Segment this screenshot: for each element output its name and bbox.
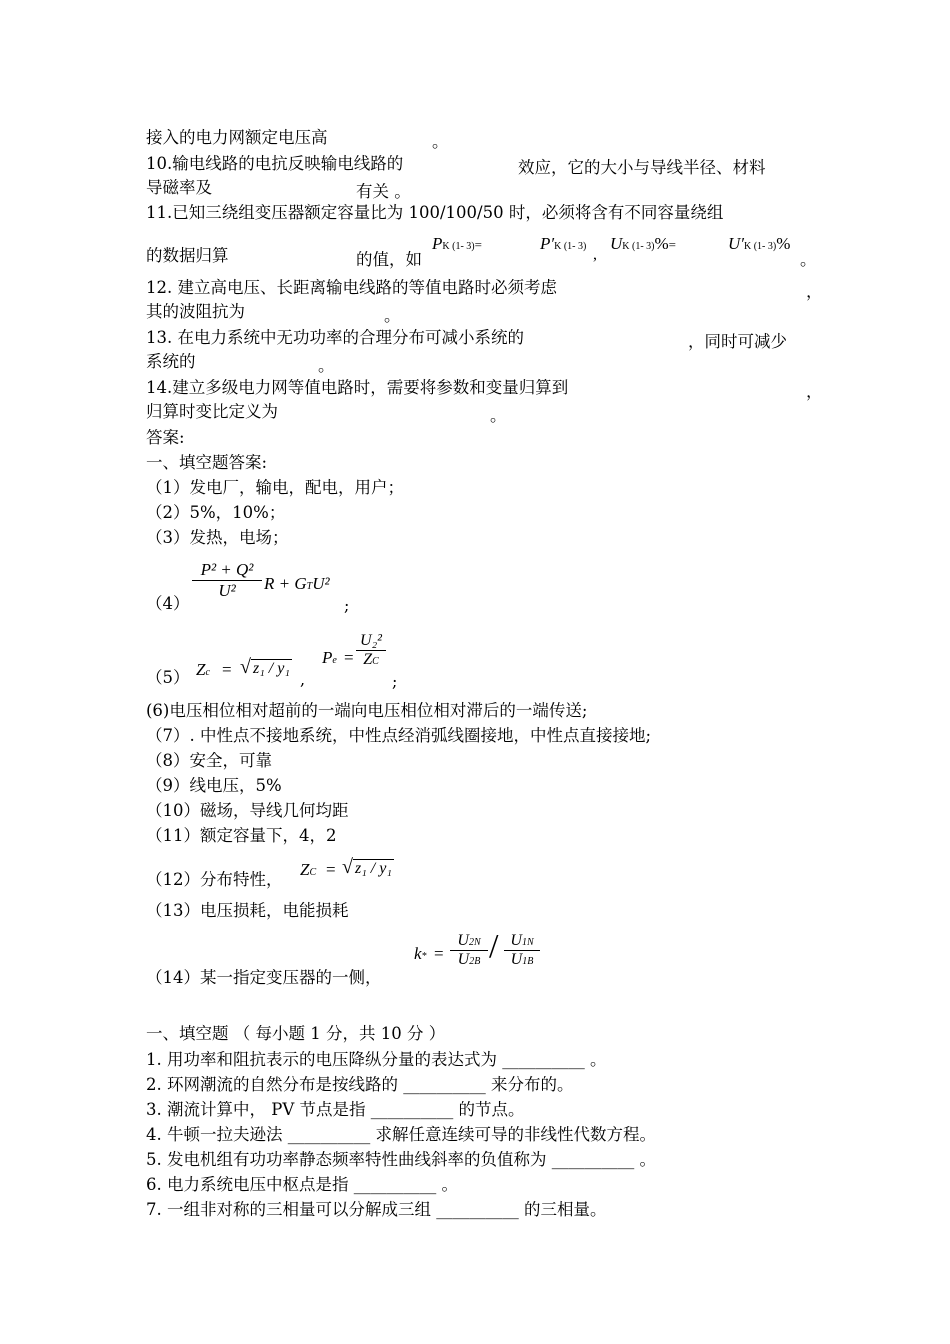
q13-end: 。 (318, 356, 335, 375)
fill-item-4: 4. 牛顿一拉夫逊法 __________ 求解任意连续可导的非线性代数方程。 (146, 1125, 656, 1144)
answers-section: 一、填空题答案: (146, 453, 268, 472)
answer-3: （3）发热，电场； (146, 528, 289, 547)
answer-7: （7）. 中性点不接地系统，中性点经消弧线圈接地，中性点直接接地; (146, 726, 652, 745)
q14-line1: 14.建立多级电力网等值电路时，需要将参数和变量归算到 (146, 378, 569, 397)
q14-comma: ， (806, 382, 823, 401)
answer-14-fraction-2: U1N U1B (504, 932, 540, 969)
answer-12-eq: = (326, 860, 336, 879)
q10-line2b: 有关 。 (356, 182, 411, 201)
q12-line2: 其的波阻抗为 (146, 302, 245, 321)
section-heading: 一、填空题 （ 每小题 1 分，共 10 分 ） (146, 1024, 446, 1043)
answer-4-fraction: P² + Q² U² (192, 560, 262, 601)
q11-line2b: 的值，如 (356, 250, 422, 269)
answer-5-pe: Pe (322, 648, 337, 667)
answer-5-fraction: U₂² ZC (356, 632, 386, 669)
answer-14-k: k* (414, 944, 427, 963)
answer-2: （2）5%，10%； (146, 503, 286, 522)
fill-item-2: 2. 环网潮流的自然分布是按线路的 __________ 来分布的。 (146, 1075, 574, 1094)
q9-tail: 接入的电力网额定电压高 (146, 128, 328, 147)
fill-item-3: 3. 潮流计算中， PV 节点是指 __________ 的节点。 (146, 1100, 525, 1119)
answer-14-slash: / (489, 928, 499, 965)
fill-item-5: 5. 发电机组有功功率静态频率特性曲线斜率的负值称为 __________ 。 (146, 1150, 656, 1169)
q12-comma: ， (806, 282, 823, 301)
answer-4-label: （4） (146, 594, 190, 613)
answer-5-zc: Zc (196, 660, 210, 679)
q13-line1b: ，同时可减少 (688, 332, 787, 351)
answer-10: （10）磁场，导线几何均距 (146, 801, 349, 820)
answer-12-zc: ZC (300, 860, 317, 879)
answer-4-rest: R + GTU² (264, 574, 330, 593)
answer-11: （11）额定容量下，4，2 (146, 826, 337, 845)
answer-12-label: （12）分布特性， (146, 870, 283, 889)
answer-6: (6)电压相位相对超前的一端向电压相位相对滞后的一端传送; (146, 701, 588, 720)
q11-p: PK (1- 3)= (432, 234, 482, 253)
q10-line1b: 效应，它的大小与导线半径、材料 (518, 158, 766, 177)
answers-heading: 答案: (146, 428, 185, 447)
q11-line2: 的数据归算 (146, 246, 229, 265)
q10-line1: 10.输电线路的电抗反映输电线路的 (146, 154, 404, 173)
answer-5-label: （5） (146, 668, 190, 687)
answer-5-eq: = (222, 660, 232, 679)
answer-5-comma: , (300, 670, 306, 689)
answer-14-label: （14）某一指定变压器的一侧， (146, 968, 382, 987)
answer-5-sqrt: √ z₁ / y₁ (240, 656, 290, 678)
answer-14-eq: = (434, 944, 444, 963)
q10-line2: 导磁率及 (146, 178, 212, 197)
answer-8: （8）安全，可靠 (146, 751, 272, 770)
q9-end: 。 (432, 132, 449, 151)
q13-line1: 13. 在电力系统中无功功率的合理分布可减小系统的 (146, 328, 524, 347)
answer-5-eq2: = (344, 648, 354, 667)
answer-14-fraction-1: U2N U2B (450, 932, 488, 969)
q13-line2: 系统的 (146, 352, 196, 371)
answer-1: （1）发电厂，输电，配电，用户； (146, 478, 404, 497)
answer-4-end: ; (344, 596, 350, 615)
fill-item-6: 6. 电力系统电压中枢点是指 __________ 。 (146, 1175, 458, 1194)
q12-end: 。 (384, 306, 401, 325)
fill-item-7: 7. 一组非对称的三相量可以分解成三组 __________ 的三相量。 (146, 1200, 607, 1219)
q11-comma: , (593, 246, 597, 263)
q11-u: UK (1- 3)%= (610, 234, 677, 253)
q11-uu: U′K (1- 3)% (728, 234, 791, 253)
q11-end: 。 (800, 250, 817, 269)
q11-line1: 11.已知三绕组变压器额定容量比为 100/100/50 时，必须将含有不同容量绕组 (146, 203, 724, 222)
answer-13: （13）电压损耗，电能损耗 (146, 901, 349, 920)
q14-line2: 归算时变比定义为 (146, 402, 278, 421)
q14-end: 。 (490, 406, 507, 425)
fill-item-1: 1. 用功率和阻抗表示的电压降纵分量的表达式为 __________ 。 (146, 1050, 607, 1069)
answer-9: （9）线电压，5% (146, 776, 282, 795)
answer-5-end: ; (392, 672, 398, 691)
q12-line1: 12. 建立高电压、长距离输电线路的等值电路时必须考虑 (146, 278, 557, 297)
answer-12-sqrt: √ z₁ / y₁ (342, 856, 392, 878)
q11-pp: P′K (1- 3) (540, 234, 587, 253)
